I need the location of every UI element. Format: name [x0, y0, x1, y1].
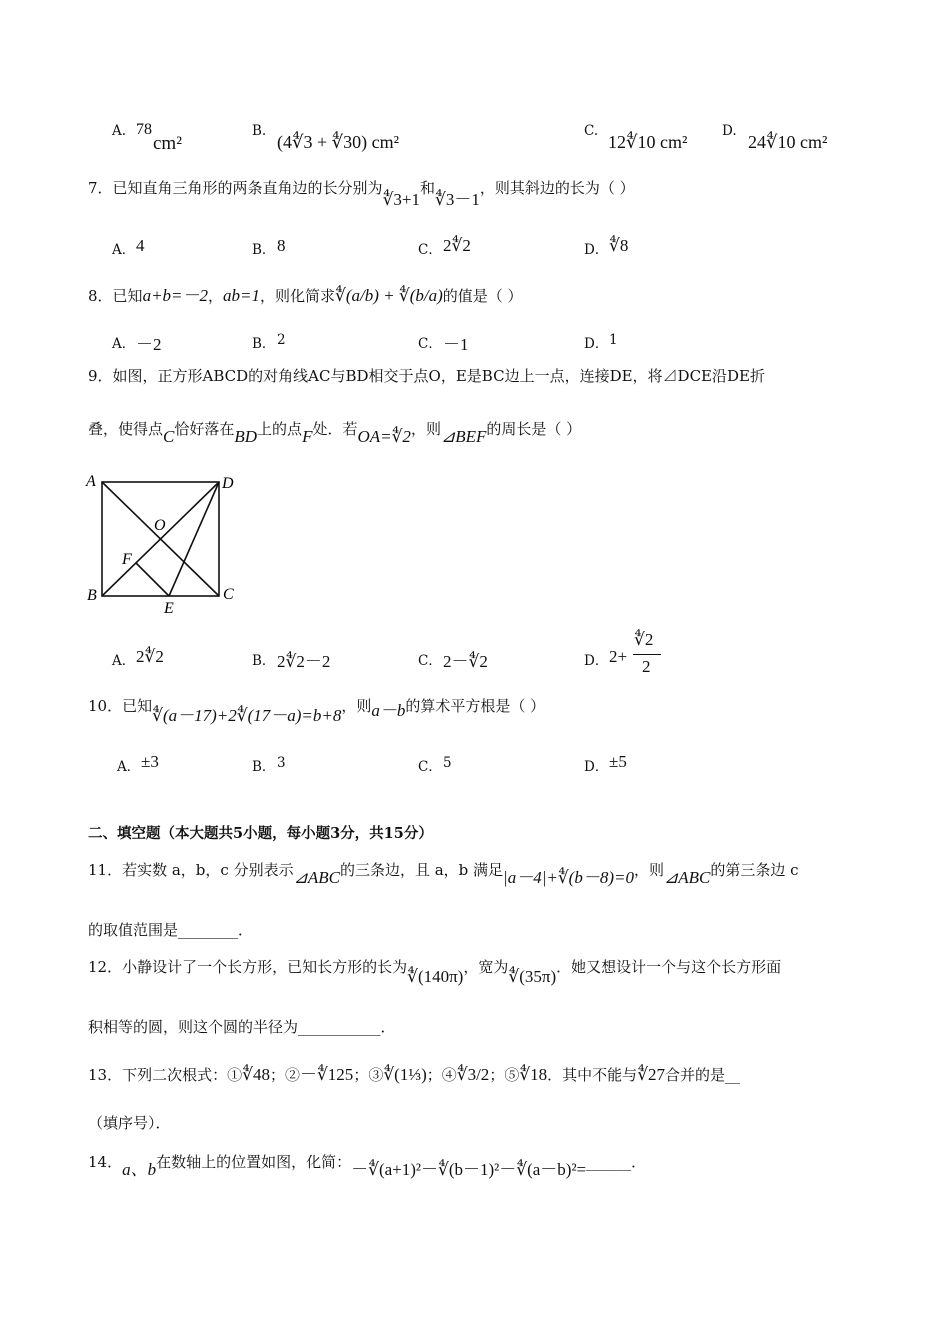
- q6-option-c-value: 12∜10 cm²: [608, 132, 688, 152]
- q13-line-2: （填序号）．: [88, 1114, 171, 1132]
- q9-option-d-denominator: 2: [642, 657, 651, 676]
- q9-option-a-value: 2∜2: [136, 647, 164, 666]
- label-f: F: [122, 551, 132, 568]
- q8-text-2: ，: [208, 287, 224, 305]
- q9-oa-value: OA=∜2: [357, 427, 411, 446]
- q9-segment-bd: BD: [234, 427, 258, 446]
- q11-number: 11．: [88, 861, 123, 879]
- q8-math-3: ∜(a/b) + ∜(b/a): [335, 286, 443, 305]
- q6-option-d-value: 24∜10 cm²: [748, 132, 828, 152]
- q10-number: 10．: [88, 697, 123, 715]
- section-2-title: 二、填空题（本大题共5小题，每小题3分，共15分）: [88, 825, 433, 842]
- q13-text-5: ；⑤: [489, 1066, 520, 1084]
- q6-option-a-value: 78: [136, 121, 152, 138]
- square-figure: [82, 468, 252, 618]
- label-b: B: [87, 587, 97, 604]
- q12-text-3: ．她又想设计一个与这个长方形面: [556, 958, 782, 976]
- q7-number: 7．: [88, 179, 113, 197]
- question-7: [88, 178, 635, 209]
- q14-math-1: a、b: [122, 1160, 157, 1179]
- q7-option-a-value: 4: [136, 236, 145, 255]
- q13-math-2: －∜125: [299, 1065, 354, 1084]
- q12-math-2: ∜(35π): [508, 967, 557, 986]
- q9-text-line-1: 如图，正方形ABCD的对角线AC与BD相交于点O，E是BC边上一点，连接DE，将⊿DCE沿DE折: [112, 367, 765, 385]
- q10-math-1: ∜(a－17)+2∜(17－a)=b+8: [152, 706, 342, 725]
- q12-text-1: 小静设计了一个长方形，已知长方形的长为: [122, 958, 408, 976]
- q9-option-b-value: 2∜2－2: [277, 652, 331, 671]
- q13-math-1: ∜48: [242, 1065, 270, 1084]
- q8-text-4: 的值是（ ）: [442, 287, 523, 305]
- question-9-line-2: [88, 419, 582, 446]
- q9-text-2f: 的周长是（ ）: [486, 420, 582, 438]
- q9-text-2e: ，则: [410, 420, 441, 438]
- q11-text-2: 的三条边，且 a，b 满足: [339, 861, 504, 879]
- q10-option-d-value: ±5: [609, 752, 627, 771]
- segment-de: [169, 482, 219, 596]
- q13-text-3: ；③: [353, 1066, 384, 1084]
- q13-text-7: 合并的是__: [665, 1066, 741, 1084]
- q6-option-b-label: B.: [252, 123, 267, 139]
- q10-text-3: 的算术平方根是（ ）: [405, 697, 546, 715]
- q7-text-3: ，则其斜边的长为（ ）: [479, 179, 635, 197]
- q8-option-d-value: 1: [609, 332, 618, 348]
- q6-option-c-label: C.: [584, 123, 599, 139]
- q7-option-c-value: 2∜2: [443, 236, 471, 255]
- q9-text-2c: 上的点: [257, 420, 303, 438]
- q12-number: 12．: [88, 958, 123, 976]
- q13-text-4: ；④: [426, 1066, 457, 1084]
- q6-option-d-label: D.: [722, 123, 737, 139]
- q7-option-a-label: A．: [112, 242, 136, 258]
- q7-option-b-value: 8: [277, 236, 286, 255]
- q8-option-a-label: A．: [112, 336, 136, 352]
- q8-option-a-value: －2: [136, 335, 162, 354]
- q11-text-4: 的第三条边 c: [710, 861, 799, 879]
- q13-math-6: ∜27: [637, 1065, 666, 1084]
- q7-math-1: ∜3+1: [382, 190, 420, 209]
- q10-option-b-label: B．: [252, 759, 276, 775]
- segment-fe: [136, 563, 169, 596]
- q10-option-c-value: 5: [443, 755, 452, 771]
- question-13: [88, 1065, 740, 1085]
- q13-number: 13．: [88, 1066, 123, 1084]
- q10-math-2: a－b: [371, 701, 406, 720]
- q9-option-c-value: 2－∜2: [443, 652, 488, 671]
- question-12: [88, 957, 782, 986]
- q8-math-2: ab=1: [223, 286, 261, 305]
- q7-option-c-label: C．: [418, 242, 442, 258]
- q8-number: 8．: [88, 287, 113, 305]
- q9-option-d-numerator: ∜2: [634, 630, 654, 649]
- q7-option-b-label: B．: [252, 242, 276, 258]
- q11-math-1: ⊿ABC: [293, 868, 340, 887]
- q11-math-3: ⊿ABC: [664, 868, 711, 887]
- q8-option-c-value: －1: [443, 335, 469, 354]
- q6-option-a-label: A.: [112, 123, 127, 139]
- label-e: E: [164, 600, 174, 617]
- label-c: C: [223, 586, 234, 603]
- q8-text-1: 已知: [112, 287, 143, 305]
- q8-option-c-label: C．: [418, 336, 442, 352]
- q8-math-1: a+b=－2: [142, 286, 209, 305]
- q10-text-1: 已知: [122, 697, 153, 715]
- q6-option-b-value: (4∜3 + ∜30) cm²: [277, 132, 399, 152]
- q13-math-5: ∜18: [519, 1065, 548, 1084]
- q10-option-a-value: ±3: [141, 752, 159, 771]
- question-11: [88, 860, 799, 887]
- q8-option-b-value: 2: [277, 332, 286, 348]
- q10-option-d-label: D．: [584, 759, 609, 775]
- q8-option-d-label: D．: [584, 336, 609, 352]
- q7-text-1: 已知直角三角形的两条直角边的长分别为: [112, 179, 383, 197]
- q13-text-6: ．其中不能与: [547, 1066, 638, 1084]
- q12-math-1: ∜(140π): [407, 967, 464, 986]
- q11-line-2: 的取值范围是________．: [88, 921, 254, 939]
- q9-fraction-bar: [633, 654, 661, 655]
- question-8: [88, 286, 523, 306]
- q9-option-d-label: D．: [584, 653, 609, 669]
- q11-text-1: 若实数 a，b，c 分别表示: [122, 861, 294, 879]
- q10-option-a-label: A．: [117, 759, 141, 775]
- q12-text-2: ，宽为: [463, 958, 509, 976]
- question-9-line-1: [88, 366, 765, 386]
- q9-triangle-bef: ⊿BEF: [440, 427, 487, 446]
- q12-line-2: 积相等的圆，则这个圆的半径为___________．: [88, 1018, 396, 1036]
- q9-option-a-label: A．: [112, 653, 136, 669]
- q14-number: 14．: [88, 1153, 123, 1171]
- q9-point-c: C: [163, 427, 175, 446]
- q9-option-b-label: B．: [252, 653, 276, 669]
- q13-math-4: ∜3/2: [456, 1065, 490, 1084]
- q9-number: 9．: [88, 367, 113, 385]
- q9-text-2b: 恰好落在: [174, 420, 235, 438]
- q7-math-2: ∜3－1: [435, 190, 480, 209]
- q13-text-2: ；②: [269, 1066, 300, 1084]
- q14-text-1: 在数轴上的位置如图，化简：: [156, 1153, 352, 1171]
- question-10: [88, 696, 546, 725]
- q13-math-3: ∜(1⅓): [383, 1065, 427, 1084]
- q9-option-c-label: C．: [418, 653, 442, 669]
- q9-text-2a: 叠，使得点: [88, 420, 164, 438]
- q7-text-2: 和: [419, 179, 435, 197]
- q14-text-2: ______．: [586, 1153, 647, 1171]
- q9-text-2d: 处．若: [312, 420, 358, 438]
- q11-math-2: |a－4|+∜(b－8)=0: [503, 868, 634, 887]
- q10-option-b-value: 3: [277, 755, 286, 771]
- q14-math-2: －∜(a+1)²－∜(b－1)²－∜(a－b)²=: [351, 1160, 587, 1179]
- q8-text-3: ，则化简求: [260, 287, 336, 305]
- q7-option-d-label: D．: [584, 242, 609, 258]
- q11-text-3: ，则: [633, 861, 664, 879]
- q10-option-c-label: C．: [418, 759, 442, 775]
- label-a: A: [86, 473, 96, 490]
- q13-text-1: 下列二次根式：①: [122, 1066, 243, 1084]
- label-d: D: [222, 475, 234, 492]
- q6-option-a-unit: cm²: [153, 133, 182, 154]
- q7-option-d-value: ∜8: [609, 236, 629, 255]
- q9-point-f: F: [302, 427, 313, 446]
- q8-option-b-label: B．: [252, 336, 276, 352]
- q10-text-2: ，则: [341, 697, 372, 715]
- label-o: O: [154, 517, 166, 534]
- q9-option-d-value: 2+: [609, 647, 628, 666]
- question-14: [88, 1152, 647, 1179]
